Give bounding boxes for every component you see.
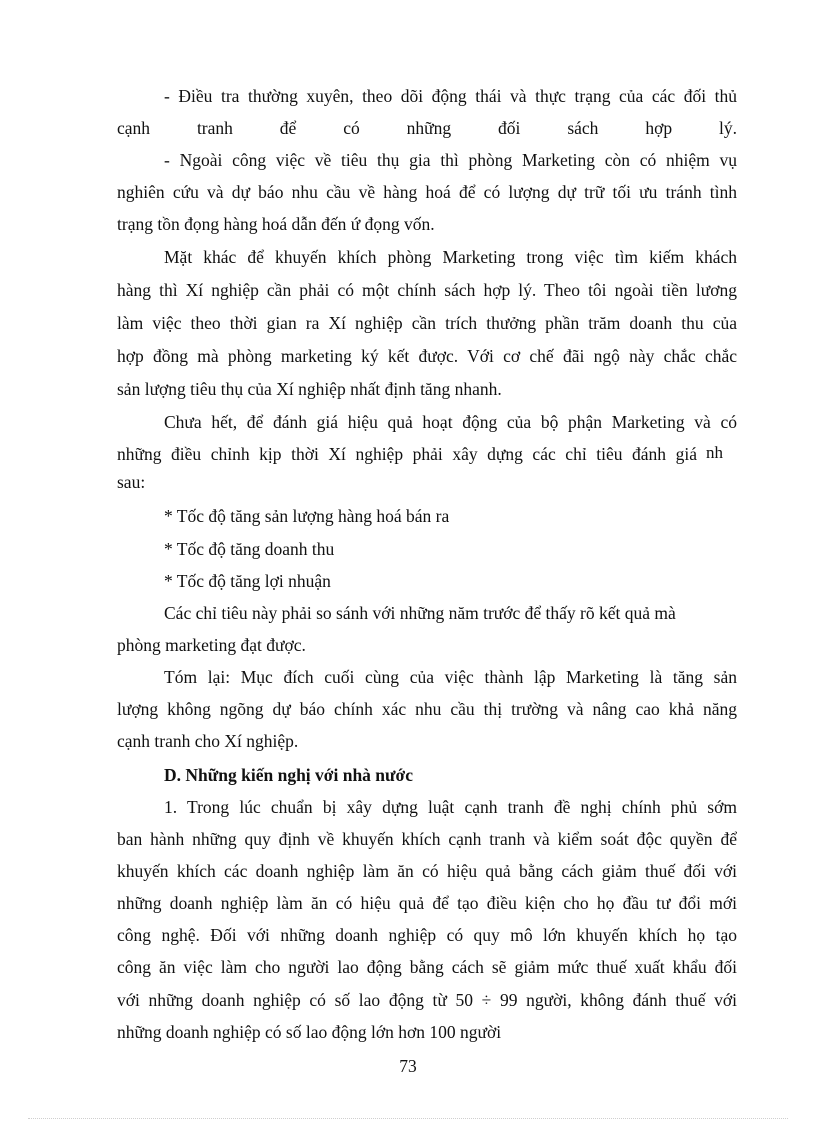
text-line: những doanh nghiệp làm ăn có hiệu quả để tạo điều kiện cho họ đầu tư đổi mới	[117, 893, 737, 913]
text-line: Chưa hết, để đánh giá hiệu quả hoạt động của bộ phận Marketing và có	[164, 412, 737, 432]
text-line: trạng tồn đọng hàng hoá dẫn đến ứ đọng vốn.	[117, 214, 435, 234]
text-line: công nghệ. Đối với những doanh nghiệp có quy mô lớn khuyến khích họ tạo	[117, 925, 737, 945]
text-line: lượng không ngõng dự báo chính xác nhu cầu thị trường và nâng cao khả năng	[117, 699, 737, 719]
text-line: ban hành những quy định về khuyến khích cạnh tranh và kiểm soát độc quyền để	[117, 829, 737, 849]
text-line: làm việc theo thời gian ra Xí nghiệp cần trích thưởng phần trăm doanh thu của	[117, 313, 737, 333]
text-line: khuyến khích các doanh nghiệp làm ăn có hiệu quả bằng cách giảm thuế đối với	[117, 861, 737, 881]
text-line: Các chỉ tiêu này phải so sánh với những năm trước để thấy rõ kết quả mà	[164, 603, 676, 623]
bullet-item: * Tốc độ tăng doanh thu	[164, 539, 335, 559]
text-line: phòng marketing đạt được.	[117, 635, 306, 655]
text-line: nghiên cứu và dự báo nhu cầu về hàng hoá để có lượng dự trữ tối ưu tránh tình	[117, 182, 737, 202]
text-line: - Điều tra thường xuyên, theo dõi động thái và thực trạng của các đối thủ	[164, 86, 737, 106]
bullet-item: * Tốc độ tăng lợi nhuận	[164, 571, 331, 591]
text-line: 1. Trong lúc chuẩn bị xây dựng luật cạnh tranh đề nghị chính phủ sớm	[164, 797, 737, 817]
page-number: 73	[399, 1056, 417, 1076]
text-line: sản lượng tiêu thụ của Xí nghiệp nhất định tăng nhanh.	[117, 379, 502, 399]
text-line: cạnh tranh để có những đối sách hợp lý.	[117, 118, 737, 138]
footer-divider	[28, 1118, 788, 1119]
section-heading: D. Những kiến nghị với nhà nước	[164, 765, 413, 785]
text-line: Tóm lại: Mục đích cuối cùng của việc thành lập Marketing là tăng sản	[164, 667, 737, 687]
text-line: những doanh nghiệp có số lao động lớn hơn 100 người	[117, 1022, 502, 1042]
text-line: sau:	[117, 472, 146, 492]
text-line: công ăn việc làm cho người lao động bằng cách sẽ giảm mức thuế xuất khẩu đối	[117, 957, 737, 977]
text-line: cạnh tranh cho Xí nghiệp.	[117, 731, 299, 751]
text-line: với những doanh nghiệp có số lao động từ 50 ÷ 99 người, không đánh thuế với	[117, 990, 737, 1010]
text-fragment: nh	[706, 443, 723, 462]
text-line: hợp đồng mà phòng marketing ký kết được. Với cơ chế đãi ngộ này chắc chắc	[117, 346, 737, 366]
text-line: - Ngoài công việc về tiêu thụ gia thì phòng Marketing còn có nhiệm vụ	[164, 150, 737, 170]
bullet-item: * Tốc độ tăng sản lượng hàng hoá bán ra	[164, 506, 450, 526]
text-line: hàng thì Xí nghiệp cần phải có một chính sách hợp lý. Theo tôi ngoài tiền lương	[117, 280, 737, 300]
text-line: Mặt khác để khuyến khích phòng Marketing trong việc tìm kiếm khách	[164, 247, 737, 267]
text-line: những điều chỉnh kịp thời Xí nghiệp phải xây dựng các chỉ tiêu đánh giá	[117, 444, 697, 464]
